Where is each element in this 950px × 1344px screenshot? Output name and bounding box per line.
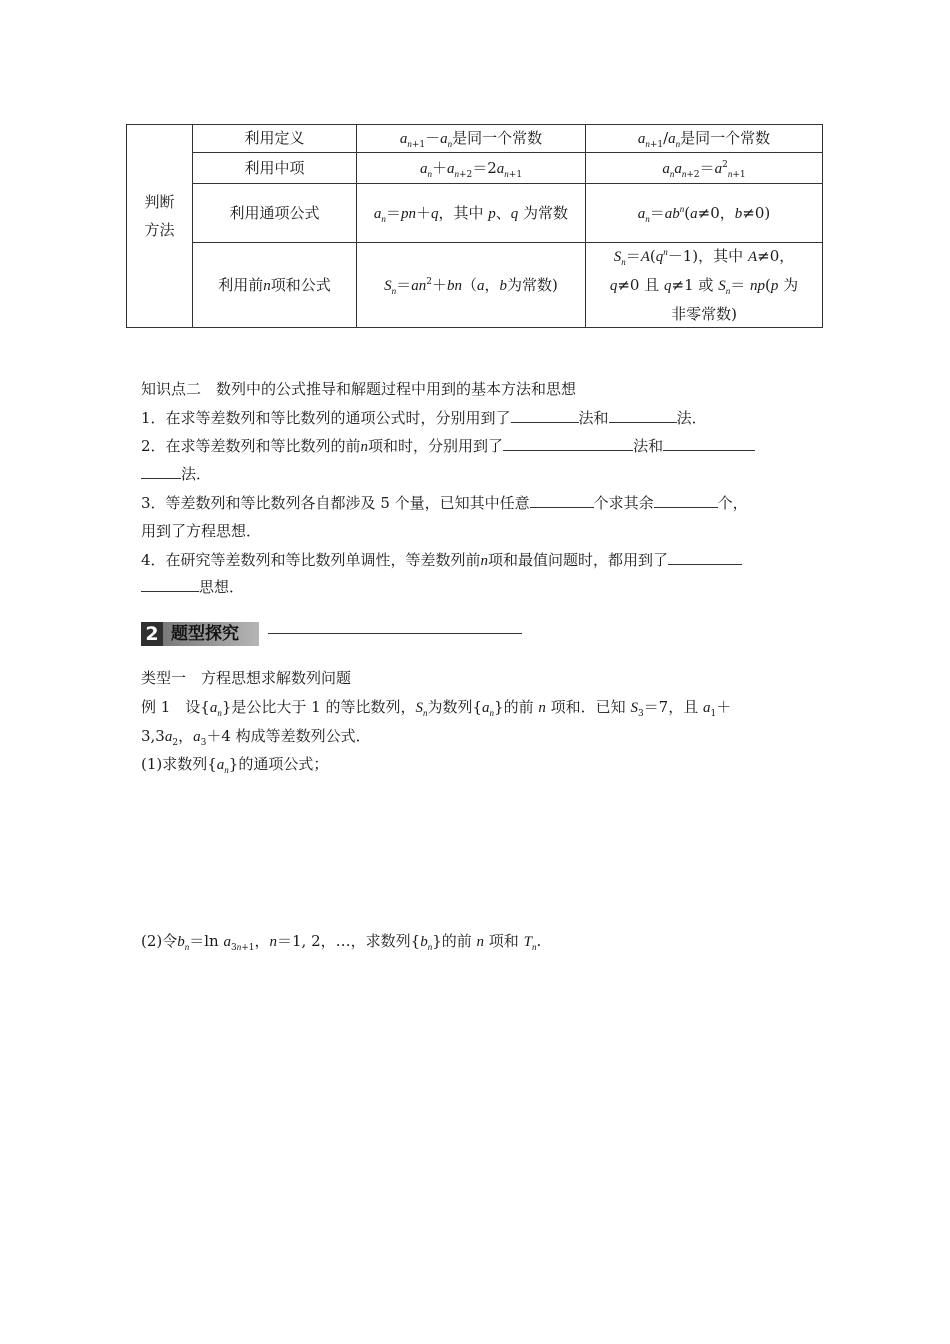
section-rule (268, 633, 522, 634)
table-cell (193, 243, 356, 327)
example-line-1: 例 1 设$\{a_n\}$是公比大于 1 的等比数列，$S_n$为数列$\{a_n\}$的前 n 项和．已知 $S_3=7$，且 $a_1+$ (141, 698, 732, 719)
answer-blank[interactable] (530, 493, 594, 508)
table-cell (357, 243, 585, 327)
table-cell (357, 184, 585, 242)
formula: $a_{n+1}/a_n$ (637, 128, 681, 150)
cell-text: 是同一个常数 (452, 129, 543, 147)
answer-blank[interactable] (668, 550, 742, 565)
answer-blank[interactable] (141, 464, 181, 479)
type-heading: 类型一 方程思想求解数列问题 (141, 669, 352, 687)
example-line-2: $3,3a_2$，$a_3+4$ 构成等差数列公式． (141, 727, 371, 748)
question-1: (1)求数列$\{a_n\}$的通项公式； (141, 755, 329, 775)
item-4: 4．在研究等差数列和等比数列单调性，等差数列前n项和最值问题时，都用到了 (141, 549, 742, 570)
answer-blank[interactable] (654, 493, 718, 508)
item-2-cont: 法． (141, 463, 211, 484)
item-2: 2．在求等差数列和等比数列的前n项和时，分别用到了 法和 (141, 435, 755, 456)
table-cell (586, 184, 822, 242)
table-cell (193, 184, 356, 242)
answer-blank[interactable] (511, 408, 579, 423)
item-3-cont: 用到了方程思想． (141, 522, 262, 540)
section-number: 2 (141, 622, 163, 646)
answer-blank[interactable] (609, 408, 677, 423)
formula: $a_n=ab^n(a\ne 0$，b≠0) (637, 203, 771, 224)
formula: $a_n=pn+q$，其中 p、q 为常数 (373, 203, 569, 224)
table-cell (357, 124, 585, 152)
item-1: 1．在求等差数列和等比数列的通项公式时，分别用到了 法和 法． (141, 409, 707, 427)
item-4-cont: 思想． (141, 576, 244, 597)
method-label: 利用中项 (244, 159, 305, 177)
table-cell (357, 153, 585, 183)
formula: $a_{n+1}-a_n$ (399, 128, 453, 150)
knowledge-heading: 知识点二 数列中的公式推导和解题过程中用到的基本方法和思想 (141, 380, 577, 398)
cell-text: 是同一个常数 (680, 129, 771, 147)
row-header-text: 判断方法 (144, 193, 175, 239)
section-title: 题型探究 (171, 624, 239, 644)
table-cell (586, 153, 822, 183)
item-3: 3．等差数列和等比数列各自都涉及 5 个量，已知其中任意 个求其余 个， (141, 494, 748, 512)
method-label: 利用定义 (244, 129, 305, 147)
answer-blank[interactable] (141, 577, 199, 592)
table-cell (193, 153, 356, 183)
answer-blank[interactable] (503, 436, 633, 451)
formula: $S_n=A(q^n-1)$，其中 A≠0，q≠0 且 q≠1 或 $S_n= np(p$ 为非零常数) (609, 247, 799, 323)
method-label: 利用前n项和公式 (218, 275, 331, 294)
formula: $S_n=an^2+bn(a$，b为常数) (384, 275, 558, 296)
formula: $a_n+a_{n+2}=2a_{n+1}$ (419, 158, 523, 180)
formula: $a_na_{n+2}=a^2_{n+1}$ (662, 158, 746, 180)
answer-blank[interactable] (663, 436, 755, 451)
table-cell (193, 124, 356, 152)
method-label: 利用通项公式 (229, 204, 320, 222)
row-header (127, 186, 192, 246)
table-cell (586, 124, 822, 152)
table-cell (586, 243, 822, 327)
question-2: (2)令$b_n=\ln$ $a_{3n+1}$，n＝1, 2，…，求数列$\{b_n\}$的前 n 项和 $T_n$. (141, 932, 542, 953)
